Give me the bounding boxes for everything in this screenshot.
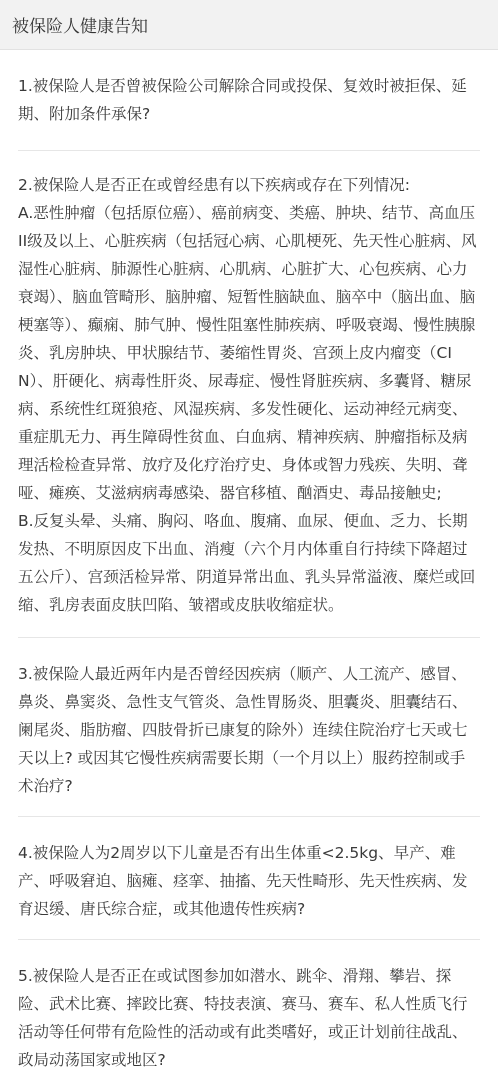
question-5: 5.被保险人是否正在或试图参加如潜水、跳伞、滑翔、攀岩、探险、武术比赛、摔跤比赛、特技表演、赛马、赛车、私人性质飞行活动等任何带有危险性的活动或有此类嗜好，或正计划前往战乱、政局动荡国家或地区?	[18, 967, 468, 1069]
question-4: 4.被保险人为2周岁以下儿童是否有出生体重<2.5kg、早产、难产、呼吸窘迫、脑瘫、痉挛、抽搐、先天性畸形、先天性疾病、发育迟缓、唐氏综合症，或其他遗传性疾病?	[18, 844, 468, 918]
question-1: 1.被保险人是否曾被保险公司解除合同或投保、复效时被拒保、延期、附加条件承保?	[18, 77, 467, 123]
question-3: 3.被保险人最近两年内是否曾经因疾病（顺产、人工流产、感冒、鼻炎、鼻窦炎、急性支气管炎、急性胃肠炎、胆囊炎、胆囊结石、阑尾炎、脂肪瘤、四肢骨折已康复的除外）连续住院治疗七天或七天以上? 或因其它慢性疾病需要长期（一个月以上）服药控制或手术治疗?	[18, 665, 468, 795]
page-header	[0, 0, 498, 50]
page-title: 被保险人健康告知	[12, 17, 148, 37]
question-2: 2.被保险人是否正在或曾经患有以下疾病或存在下列情况: A.恶性肿瘤（包括原位癌）、癌前病变、类癌、肿块、结节、高血压II级及以上、心脏疾病（包括冠心病、心肌梗死、先天性心脏病、风湿性心脏病、肺源性心脏病、心肌病、心脏扩大、心包疾病、心力衰竭）、脑血管畸形、脑肿瘤、短暂性脑缺血、脑卒中（脑出血、脑梗塞等）、癫痫、肺气肿、慢性阻塞性肺疾病、呼吸衰竭、慢性胰腺炎、乳房肿块、甲状腺结节、萎缩性胃炎、宫颈上皮内瘤变（CIN）、肝硬化、病毒性肝炎、尿毒症、慢性肾脏疾病、多囊肾、糖尿病、系统性红斑狼疮、风湿疾病、多发性硬化、运动神经元病变、重症肌无力、再生障碍性贫血、白血病、精神疾病、肿瘤指标及病理活检检查异常、放疗及化疗治疗史、身体或智力残疾、失明、聋哑、瘫痪、艾滋病病毒感染、器官移植、酗酒史、毒品接触史; B.反复头晕、头痛、胸闷、咯血、腹痛、血尿、便血、乏力、长期发热、不明原因皮下出血、消瘦（六个月内体重自行持续下降超过五公斤）、宫颈活检异常、阴道异常出血、乳头异常溢液、糜烂或回缩、乳房表面皮肤凹陷、皱褶或皮肤收缩症状。	[18, 176, 477, 614]
question-list	[0, 50, 498, 1090]
